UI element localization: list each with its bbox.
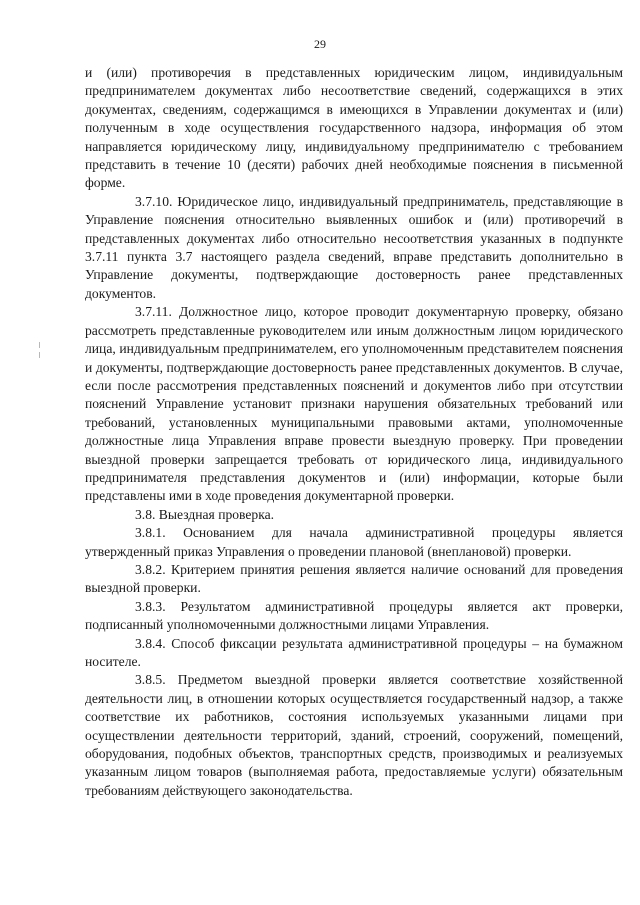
paragraph-3-7-11: 3.7.11. Должностное лицо, которое проводит документарную проверку, обязано рассмотреть представленные руководителем или иным должностным лицом юридического лица, индивидуальным предпринимателем, его уполномоченным представителем пояснения и документы, подтверждающие достоверность ранее представленных документов. В случае, если после рассмотрения представленных пояснений и документов либо при отсутствии пояснений Управление установит признаки нарушения обязательных требований или требований, установленных муниципальными правовыми актами, уполномоченные должностные лица Управления вправе провести выездную проверку. При проведении выездной проверки запрещается требовать от юридического лица, индивидуального предпринимателя представления документов и (или) информации, которые были представлены ими в ходе проведения документарной проверки. bbox=[85, 304, 623, 504]
document-body bbox=[85, 64, 623, 800]
paragraph-3-8-5: 3.8.5. Предметом выездной проверки является соответствие хозяйственной деятельности лиц, в отношении которых осуществляется государственный надзор, а также соответствие их работников, состояния используемых указанными лицами при осуществлении деятельности территорий, зданий, строений, сооружений, помещений, оборудования, подобных объектов, транспортных средств, производимых и реализуемых указанным лицом товаров (выполняемая работа, предоставляемые услуги) обязательным требованиям действующего законодательства. bbox=[85, 672, 623, 798]
page-number: 29 bbox=[314, 37, 326, 51]
margin-mark bbox=[39, 342, 40, 348]
paragraph-continuation: и (или) противоречия в представленных юридическим лицом, индивидуальным предпринимателем документах либо несоответствие сведений, содержащихся в этих документах, сведениям, содержащимся в имеющихся в Управлении документах и (или) полученным в ходе осуществления государственного надзора, информация об этом направляется юридическому лицу, индивидуальному предпринимателю с требованием представить в течение 10 (десяти) рабочих дней необходимые пояснения в письменной форме. bbox=[85, 65, 623, 191]
paragraph-3-8-2: 3.8.2. Критерием принятия решения является наличие оснований для проведения выездной проверки. bbox=[85, 561, 623, 596]
section-heading-3-8: 3.8. Выездная проверка. bbox=[135, 506, 275, 522]
paragraph-3-7-10: 3.7.10. Юридическое лицо, индивидуальный предприниматель, представляющие в Управление пояснения относительно выявленных ошибок и (или) противоречий в представленных документах либо относительно несоответствия указанных в подпункте 3.7.11 пункта 3.7 настоящего раздела сведений, вправе представить дополнительно в Управление документы, подтверждающие достоверность ранее представленных документов. bbox=[85, 193, 623, 301]
paragraph-3-8-4: 3.8.4. Способ фиксации результата административной процедуры – на бумажном носителе. bbox=[85, 635, 623, 669]
margin-mark bbox=[39, 352, 40, 358]
paragraph-3-8-3: 3.8.3. Результатом административной процедуры является акт проверки, подписанный уполномоченными должностными лицами Управления. bbox=[85, 598, 623, 633]
paragraph-3-8-1: 3.8.1. Основанием для начала административной процедуры является утвержденный приказ Управления о проведении плановой (внеплановой) проверки. bbox=[85, 525, 623, 559]
